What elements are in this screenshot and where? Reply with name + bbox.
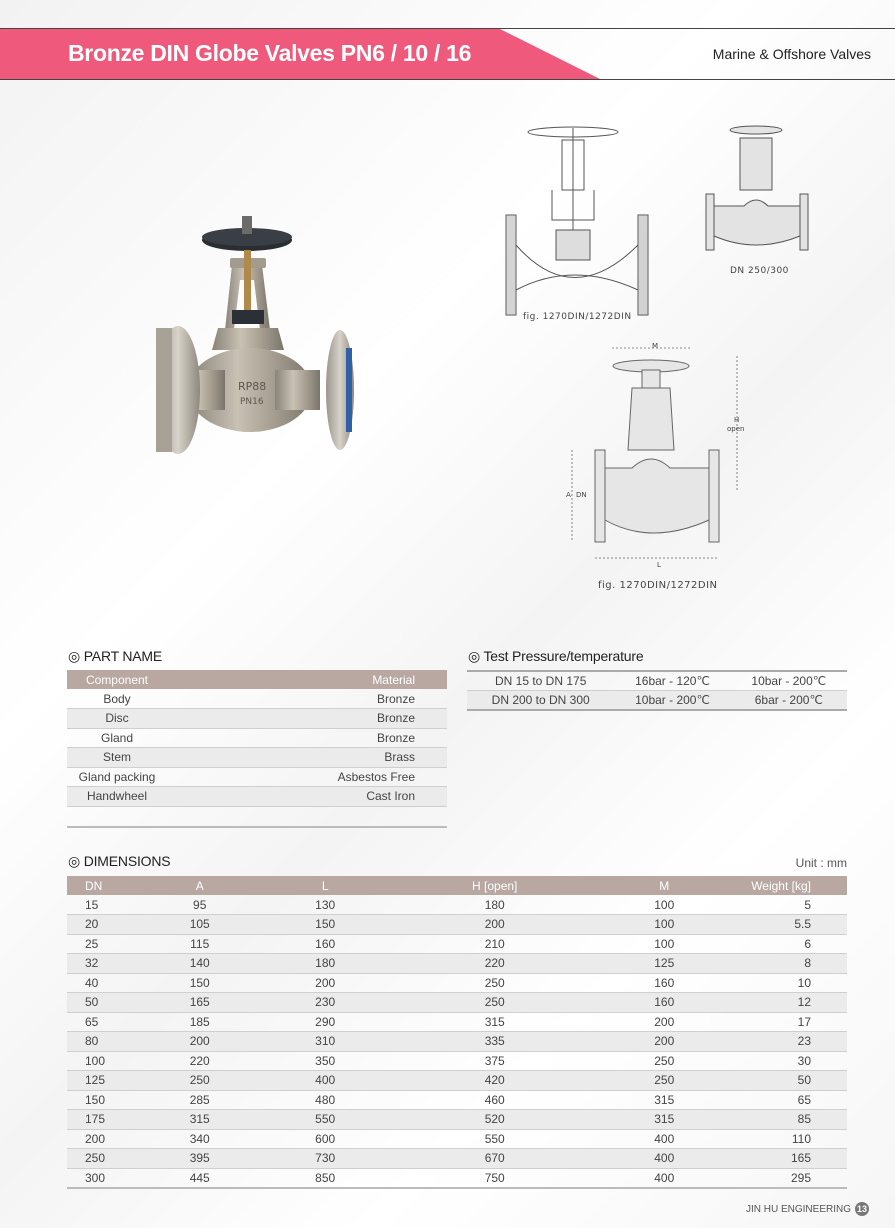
sectional-drawing bbox=[500, 120, 660, 320]
test-pressure-table bbox=[467, 670, 847, 711]
size-range-cell: DN 200 to DN 300 bbox=[467, 691, 614, 711]
dim-label-open: open bbox=[727, 425, 745, 433]
body-marking-1: RP88 bbox=[238, 380, 267, 393]
table-header-row bbox=[67, 670, 447, 689]
weight-cell: 5.5 bbox=[727, 915, 847, 935]
table-row bbox=[67, 993, 847, 1013]
part-name-title: ◎ PART NAME bbox=[68, 648, 163, 664]
l-cell: 850 bbox=[262, 1168, 387, 1188]
part-name-table bbox=[67, 670, 447, 807]
dimensions-table bbox=[67, 876, 847, 1189]
table-row bbox=[67, 1090, 847, 1110]
dn-cell: 65 bbox=[67, 1012, 137, 1032]
h-cell: 250 bbox=[388, 973, 602, 993]
page-category: Marine & Offshore Valves bbox=[712, 46, 871, 62]
a-cell: 340 bbox=[137, 1129, 262, 1149]
column-header-material: Material bbox=[167, 670, 447, 689]
a-cell: 250 bbox=[137, 1071, 262, 1091]
a-cell: 315 bbox=[137, 1110, 262, 1130]
dim-label-h: H bbox=[734, 416, 740, 424]
a-cell: 105 bbox=[137, 915, 262, 935]
dn-cell: 250 bbox=[67, 1149, 137, 1169]
dn-cell: 15 bbox=[67, 895, 137, 915]
table-header-row bbox=[67, 876, 847, 895]
weight-cell: 5 bbox=[727, 895, 847, 915]
column-header-h: H [open] bbox=[388, 876, 602, 895]
a-cell: 285 bbox=[137, 1090, 262, 1110]
column-header-a: A bbox=[137, 876, 262, 895]
h-cell: 250 bbox=[388, 993, 602, 1013]
l-cell: 480 bbox=[262, 1090, 387, 1110]
part-name-table-bottom-rule bbox=[67, 826, 447, 828]
table-row bbox=[467, 691, 847, 711]
table-row bbox=[67, 767, 447, 787]
l-cell: 290 bbox=[262, 1012, 387, 1032]
h-cell: 750 bbox=[388, 1168, 602, 1188]
weight-cell: 30 bbox=[727, 1051, 847, 1071]
table-row bbox=[67, 895, 847, 915]
test-pressure-title: ◎ Test Pressure/temperature bbox=[468, 648, 644, 664]
h-cell: 520 bbox=[388, 1110, 602, 1130]
dn-cell: 20 bbox=[67, 915, 137, 935]
dim-label-l: L bbox=[657, 561, 661, 569]
h-cell: 180 bbox=[388, 895, 602, 915]
weight-cell: 65 bbox=[727, 1090, 847, 1110]
column-header-weight: Weight [kg] bbox=[727, 876, 847, 895]
dn-cell: 100 bbox=[67, 1051, 137, 1071]
size-range-cell: DN 15 to DN 175 bbox=[467, 671, 614, 691]
weight-cell: 12 bbox=[727, 993, 847, 1013]
component-cell: Disc bbox=[67, 709, 167, 729]
pressure-cell: 16bar - 120℃ bbox=[614, 671, 730, 691]
h-cell: 210 bbox=[388, 934, 602, 954]
pressure-cell: 10bar - 200℃ bbox=[731, 671, 847, 691]
table-row bbox=[67, 1032, 847, 1052]
column-header-m: M bbox=[602, 876, 727, 895]
h-cell: 670 bbox=[388, 1149, 602, 1169]
a-cell: 140 bbox=[137, 954, 262, 974]
h-cell: 200 bbox=[388, 915, 602, 935]
h-cell: 375 bbox=[388, 1051, 602, 1071]
m-cell: 160 bbox=[602, 973, 727, 993]
table-row bbox=[67, 1051, 847, 1071]
l-cell: 550 bbox=[262, 1110, 387, 1130]
l-cell: 400 bbox=[262, 1071, 387, 1091]
m-cell: 400 bbox=[602, 1168, 727, 1188]
weight-cell: 17 bbox=[727, 1012, 847, 1032]
table-row bbox=[67, 709, 447, 729]
weight-cell: 85 bbox=[727, 1110, 847, 1130]
dn-cell: 300 bbox=[67, 1168, 137, 1188]
l-cell: 130 bbox=[262, 895, 387, 915]
weight-cell: 8 bbox=[727, 954, 847, 974]
material-cell: Bronze bbox=[167, 728, 447, 748]
component-cell: Gland bbox=[67, 728, 167, 748]
unit-label: Unit : mm bbox=[795, 856, 847, 870]
table-row bbox=[67, 1071, 847, 1091]
table-row bbox=[467, 671, 847, 691]
valve-photo bbox=[150, 210, 360, 465]
l-cell: 600 bbox=[262, 1129, 387, 1149]
h-cell: 460 bbox=[388, 1090, 602, 1110]
dn-cell: 80 bbox=[67, 1032, 137, 1052]
material-cell: Cast Iron bbox=[167, 787, 447, 807]
column-header-dn: DN bbox=[67, 876, 137, 895]
table-row bbox=[67, 915, 847, 935]
drawing-caption-right: DN 250/300 bbox=[730, 266, 789, 276]
dim-label-a: A bbox=[566, 491, 571, 499]
l-cell: 730 bbox=[262, 1149, 387, 1169]
page-header bbox=[0, 28, 895, 80]
page-footer bbox=[746, 1202, 869, 1216]
a-cell: 115 bbox=[137, 934, 262, 954]
table-row bbox=[67, 1110, 847, 1130]
m-cell: 100 bbox=[602, 934, 727, 954]
m-cell: 400 bbox=[602, 1149, 727, 1169]
l-cell: 310 bbox=[262, 1032, 387, 1052]
dimensions-table-body bbox=[67, 895, 847, 1188]
weight-cell: 295 bbox=[727, 1168, 847, 1188]
a-cell: 200 bbox=[137, 1032, 262, 1052]
material-cell: Brass bbox=[167, 748, 447, 768]
dn250-drawing bbox=[704, 124, 812, 254]
weight-cell: 23 bbox=[727, 1032, 847, 1052]
component-cell: Handwheel bbox=[67, 787, 167, 807]
dn-cell: 200 bbox=[67, 1129, 137, 1149]
h-cell: 550 bbox=[388, 1129, 602, 1149]
component-cell: Gland packing bbox=[67, 767, 167, 787]
weight-cell: 50 bbox=[727, 1071, 847, 1091]
component-cell: Stem bbox=[67, 748, 167, 768]
page-number: 13 bbox=[856, 1204, 867, 1214]
dn-cell: 32 bbox=[67, 954, 137, 974]
dimensions-title: ◎ DIMENSIONS bbox=[68, 853, 171, 869]
table-row bbox=[67, 728, 447, 748]
m-cell: 400 bbox=[602, 1129, 727, 1149]
dimension-drawing bbox=[562, 340, 752, 570]
l-cell: 200 bbox=[262, 973, 387, 993]
dn-cell: 50 bbox=[67, 993, 137, 1013]
component-cell: Body bbox=[67, 689, 167, 709]
h-cell: 220 bbox=[388, 954, 602, 974]
table-row bbox=[67, 1012, 847, 1032]
h-cell: 420 bbox=[388, 1071, 602, 1091]
a-cell: 165 bbox=[137, 993, 262, 1013]
table-row bbox=[67, 954, 847, 974]
page-title: Bronze DIN Globe Valves PN6 / 10 / 16 bbox=[68, 40, 472, 66]
dn-cell: 150 bbox=[67, 1090, 137, 1110]
table-row bbox=[67, 1149, 847, 1169]
drawing-caption-top: fig. 1270DIN/1272DIN bbox=[523, 312, 632, 322]
dim-label-m: M bbox=[652, 342, 659, 350]
m-cell: 250 bbox=[602, 1051, 727, 1071]
table-row bbox=[67, 934, 847, 954]
l-cell: 230 bbox=[262, 993, 387, 1013]
dn-cell: 25 bbox=[67, 934, 137, 954]
a-cell: 150 bbox=[137, 973, 262, 993]
weight-cell: 6 bbox=[727, 934, 847, 954]
l-cell: 150 bbox=[262, 915, 387, 935]
material-cell: Asbestos Free bbox=[167, 767, 447, 787]
l-cell: 350 bbox=[262, 1051, 387, 1071]
m-cell: 125 bbox=[602, 954, 727, 974]
l-cell: 160 bbox=[262, 934, 387, 954]
drawing-caption-bottom: fig. 1270DIN/1272DIN bbox=[598, 580, 718, 591]
body-marking-2: PN16 bbox=[240, 397, 264, 407]
column-header-l: L bbox=[262, 876, 387, 895]
column-header-component: Component bbox=[67, 670, 167, 689]
h-cell: 315 bbox=[388, 1012, 602, 1032]
a-cell: 220 bbox=[137, 1051, 262, 1071]
l-cell: 180 bbox=[262, 954, 387, 974]
m-cell: 250 bbox=[602, 1071, 727, 1091]
m-cell: 160 bbox=[602, 993, 727, 1013]
table-row bbox=[67, 689, 447, 709]
dn-cell: 40 bbox=[67, 973, 137, 993]
material-cell: Bronze bbox=[167, 689, 447, 709]
m-cell: 315 bbox=[602, 1090, 727, 1110]
m-cell: 100 bbox=[602, 895, 727, 915]
dn-cell: 175 bbox=[67, 1110, 137, 1130]
dim-label-dn: DN bbox=[576, 491, 587, 499]
m-cell: 200 bbox=[602, 1012, 727, 1032]
pressure-cell: 6bar - 200℃ bbox=[731, 691, 847, 711]
table-row bbox=[67, 787, 447, 807]
m-cell: 315 bbox=[602, 1110, 727, 1130]
dn-cell: 125 bbox=[67, 1071, 137, 1091]
material-cell: Bronze bbox=[167, 709, 447, 729]
table-row bbox=[67, 748, 447, 768]
a-cell: 445 bbox=[137, 1168, 262, 1188]
h-cell: 335 bbox=[388, 1032, 602, 1052]
a-cell: 395 bbox=[137, 1149, 262, 1169]
m-cell: 200 bbox=[602, 1032, 727, 1052]
table-row bbox=[67, 1129, 847, 1149]
weight-cell: 110 bbox=[727, 1129, 847, 1149]
m-cell: 100 bbox=[602, 915, 727, 935]
table-row bbox=[67, 973, 847, 993]
weight-cell: 10 bbox=[727, 973, 847, 993]
a-cell: 185 bbox=[137, 1012, 262, 1032]
weight-cell: 165 bbox=[727, 1149, 847, 1169]
a-cell: 95 bbox=[137, 895, 262, 915]
table-row bbox=[67, 1168, 847, 1188]
company-name: JIN HU ENGINEERING bbox=[745, 1203, 851, 1215]
pressure-cell: 10bar - 200℃ bbox=[614, 691, 730, 711]
